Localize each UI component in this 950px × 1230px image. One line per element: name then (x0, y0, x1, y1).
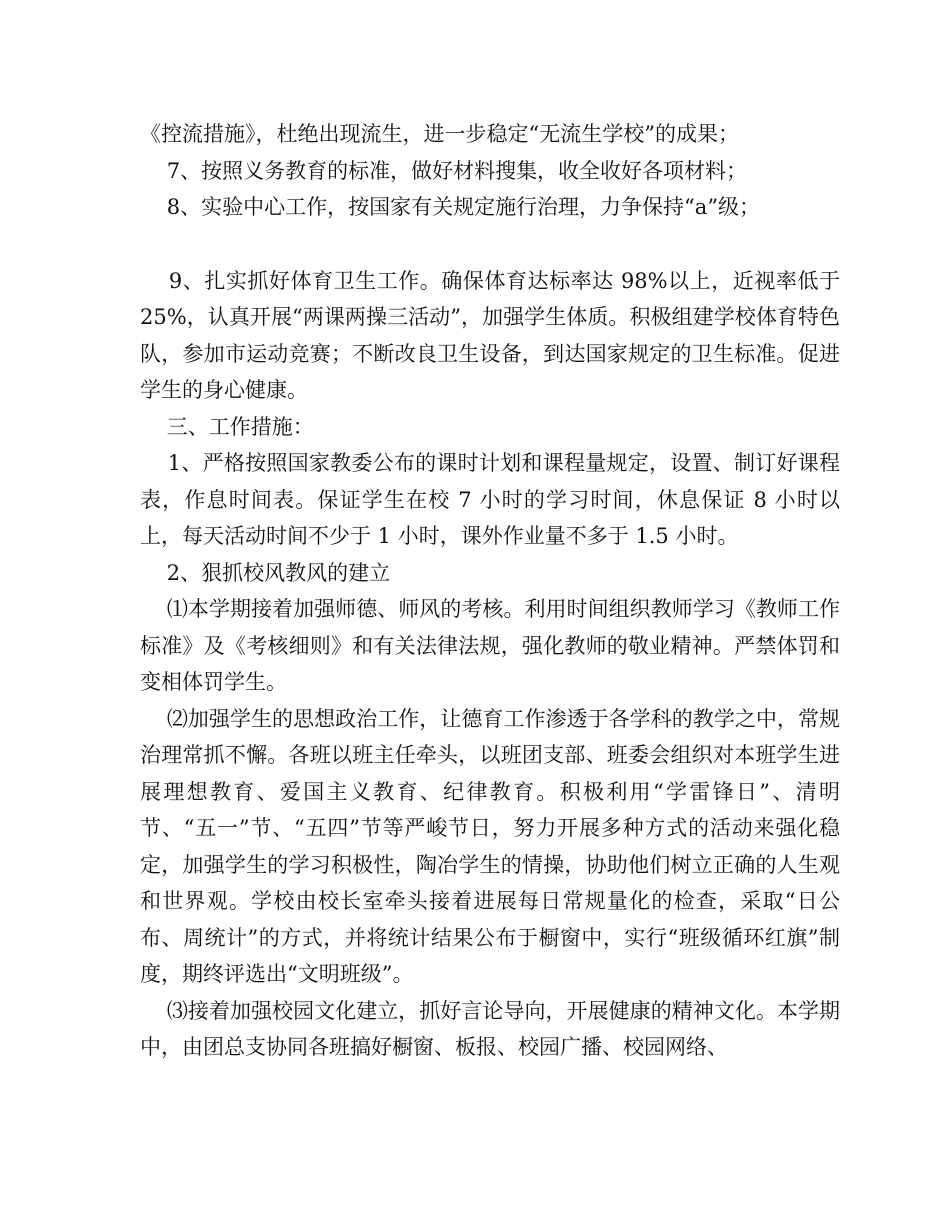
paragraph-measure-1: 1、严格按照国家教委公布的课时计划和课程量规定，设置、制订好课程表，作息时间表。保证学生在校 7 小时的学习时间，休息保证 8 小时以上，每天活动时间不少于 1 小时，课外作业量不多于 1.5 小时。 (140, 451, 841, 548)
document-body (140, 116, 847, 1066)
paragraph-item-9: 9、扎实抓好体育卫生工作。确保体育达标率达 98%以上，近视率低于 25%，认真开展“两课两操三活动”，加强学生体质。积极组建学校体育特色队，参加市运动竞赛；不断改良卫生设备，到达国家规定的卫生标准。促进学生的身心健康。 (140, 268, 847, 402)
paragraph-control-measures: 《控流措施》，杜绝出现流生，进一步稳定“无流生学校”的成果； (140, 122, 739, 146)
paragraph-subitem-1: ⑴本学期接着加强师德、师风的考核。利用时间组织教师学习《教师工作标准》及《考核细则》和有关法律法规，强化教师的敬业精神。严禁体罚和变相体罚学生。 (140, 597, 841, 694)
paragraph-subitem-2: ⑵加强学生的思想政治工作，让德育工作渗透于各学科的教学之中，常规治理常抓不懈。各班以班主任牵头，以班团支部、班委会组织对本班学生进展理想教育、爱国主义教育、纪律教育。积极利用“学雷锋日”、清明节、“五一”节、“五四”节等严峻节日，努力开展多种方式的活动来强化稳定，加强学生的学习积极性，陶冶学生的情操，协助他们树立正确的人生观和世界观。学校由校长室牵头接着进展每日常规量化的检查，采取“日公布、周统计”的方式，并将统计结果公布于橱窗中，实行“班级循环红旗”制度，期终评选出“文明班级”。 (140, 706, 841, 986)
paragraph-item-8: 8、实验中心工作，按国家有关规定施行治理，力争保持“a”级； (140, 195, 761, 219)
paragraph-item-7: 7、按照义务教育的标准，做好材料搜集，收全收好各项材料； (140, 158, 748, 183)
paragraph-gap (140, 226, 840, 263)
section-heading-work-measures: 三、工作措施： (140, 414, 314, 439)
paragraph-subitem-3: ⑶接着加强校园文化建立，抓好言论导向，开展健康的精神文化。本学期中，由团总支协同各班搞好橱窗、板报、校园广播、校园网络、 (140, 998, 841, 1059)
paragraph-measure-2: 2、狠抓校风教风的建立 (140, 560, 391, 585)
